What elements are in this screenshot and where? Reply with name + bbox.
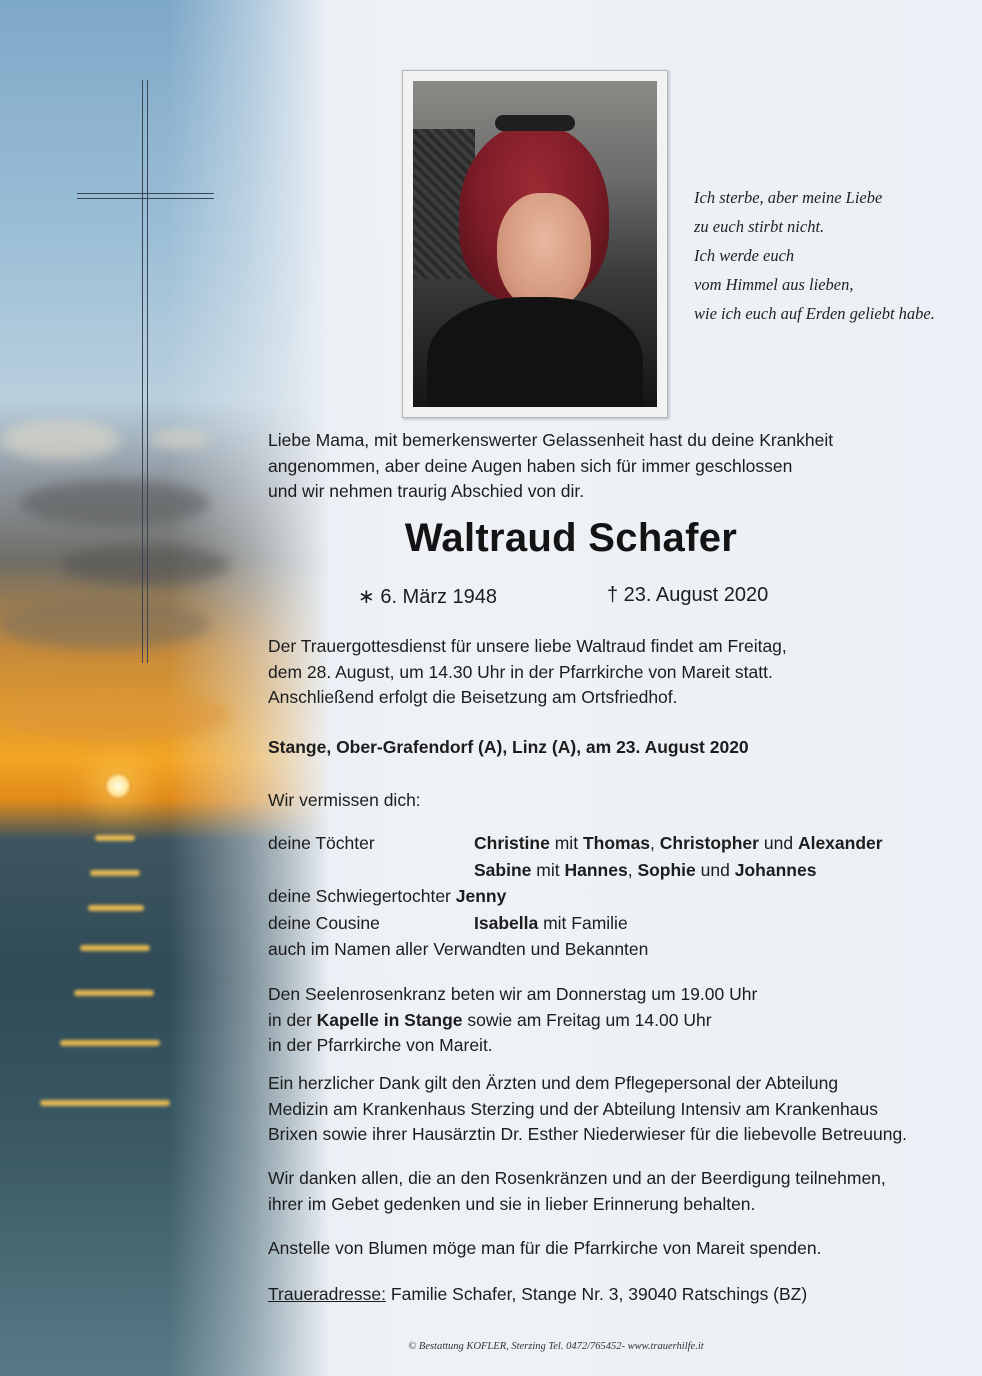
address-label: Traueradresse: [268,1284,387,1304]
rosary-text: sowie am Freitag um 14.00 Uhr [467,1009,712,1030]
address-value: Familie Schafer, Stange Nr. 3, 39040 Ratschings (BZ) [390,1284,808,1304]
family-row-cousin [268,910,648,937]
death-date: † 23. August 2020 [607,584,769,606]
poem-line: Ich sterbe, aber meine Liebe [694,188,883,207]
cross-icon [142,80,148,663]
deceased-name: Waltraud Schafer [404,516,738,560]
rosary-line [268,1008,757,1034]
thanks-line: Wir danken allen, die an den Rosenkränzen und an der Beerdigung teilnehmen, [268,1168,886,1188]
cousin-label: deine Cousine [268,912,380,933]
connector-word: mit [536,859,560,880]
place-and-date: Stange, Ober-Grafendorf (A), Linz (A), am 23. August 2020 [268,737,749,757]
connector-word: und [700,859,730,880]
sun-reflection [80,945,150,951]
miss-you-line: Wir vermissen dich: [268,790,421,810]
cloud [150,430,210,448]
family-name: Johannes [734,859,817,880]
sun-reflection [60,1040,160,1046]
funeral-home-footer: © Bestattung KOFLER, Sterzing Tel. 0472/765452- www.trauerhilfe.it [408,1341,704,1352]
family-row-relatives [268,936,648,963]
sun-reflection [74,990,154,996]
comma: , [627,859,633,880]
cross-icon-bar [77,193,214,199]
sun-reflection [88,905,144,911]
thanks-line: Brixen sowie ihrer Hausärztin Dr. Esther Niederwieser für die liebevolle Betreuung. [268,1124,908,1144]
mourning-address [268,1282,807,1308]
poem-line: wie ich euch auf Erden geliebt habe. [694,304,935,323]
thanks-staff-paragraph [268,1071,907,1148]
memorial-poem [694,183,935,328]
portrait-photo [413,81,657,407]
service-paragraph [268,634,787,711]
rosary-chapel: Kapelle in Stange [316,1009,463,1030]
rosary-line: Den Seelenrosenkranz beten wir am Donnerstag um 19.00 Uhr [268,984,758,1004]
relatives-line: auch im Namen aller Verwandten und Bekannten [268,939,649,959]
thanks-line: ihrer im Gebet gedenken und sie in lieber Erinnerung behalten. [268,1193,756,1214]
setting-sun [104,773,132,799]
portrait-frame [402,70,668,418]
family-name: Thomas [582,833,651,853]
family-name: Sabine [474,859,532,880]
family-name: Christine [474,833,550,853]
sun-reflection [95,835,135,841]
family-name: Christopher [659,833,759,853]
cloud [0,600,210,650]
sun-reflection [40,1100,170,1106]
thanks-line: Ein herzlicher Dank gilt den Ärzten und dem Pflegepersonal der Abteilung [268,1073,839,1093]
mit-familie: mit Familie [543,912,628,933]
thanks-all-paragraph [268,1166,886,1217]
family-name: Sophie [637,859,696,880]
family-name: Isabella [474,912,539,933]
family-name: Hannes [564,859,628,880]
cloud [0,420,120,460]
family-row-daughter-in-law [268,883,648,910]
intro-paragraph [268,428,833,505]
connector-word: und [763,833,794,853]
family-row-daughters-2 [268,857,817,884]
intro-line: und wir nehmen traurig Abschied von dir. [268,481,585,501]
family-name: Alexander [797,833,883,853]
birth-date: ∗ 6. März 1948 [358,586,498,608]
sun-reflection [90,870,140,876]
rosary-text: in der [268,1009,312,1030]
family-row-daughters [268,830,883,857]
poem-line: zu euch stirbt nicht. [694,217,825,236]
service-line: Der Trauergottesdienst für unsere liebe Waltraud findet am Freitag, [268,636,787,656]
sunglasses [495,115,575,131]
poem-line: vom Himmel aus lieben, [694,275,854,294]
portrait-black-blouse [427,297,643,407]
comma: , [650,833,655,853]
intro-line: angenommen, aber deine Augen haben sich für immer geschlossen [268,455,793,476]
rosary-paragraph [268,982,757,1059]
portrait-face [497,193,591,311]
cloud [0,690,230,740]
service-line: Anschließend erfolgt die Beisetzung am Ortsfriedhof. [268,687,678,707]
daughter-in-law-label: deine Schwiegertochter [268,886,451,906]
intro-line: Liebe Mama, mit bemerkenswerter Gelassenheit hast du deine Krankheit [268,430,834,450]
family-list [268,830,883,963]
rosary-line: in der Pfarrkirche von Mareit. [268,1035,493,1055]
service-line: dem 28. August, um 14.30 Uhr in der Pfarrkirche von Mareit statt. [268,661,773,682]
poem-line: Ich werde euch [694,246,795,265]
daughters-label: deine Töchter [268,833,375,853]
family-name: Jenny [455,886,507,906]
thanks-line: Medizin am Krankenhaus Sterzing und der Abteilung Intensiv am Krankenhaus [268,1098,878,1119]
flowers-note: Anstelle von Blumen möge man für die Pfarrkirche von Mareit spenden. [268,1238,822,1258]
connector-word: mit [554,833,579,853]
